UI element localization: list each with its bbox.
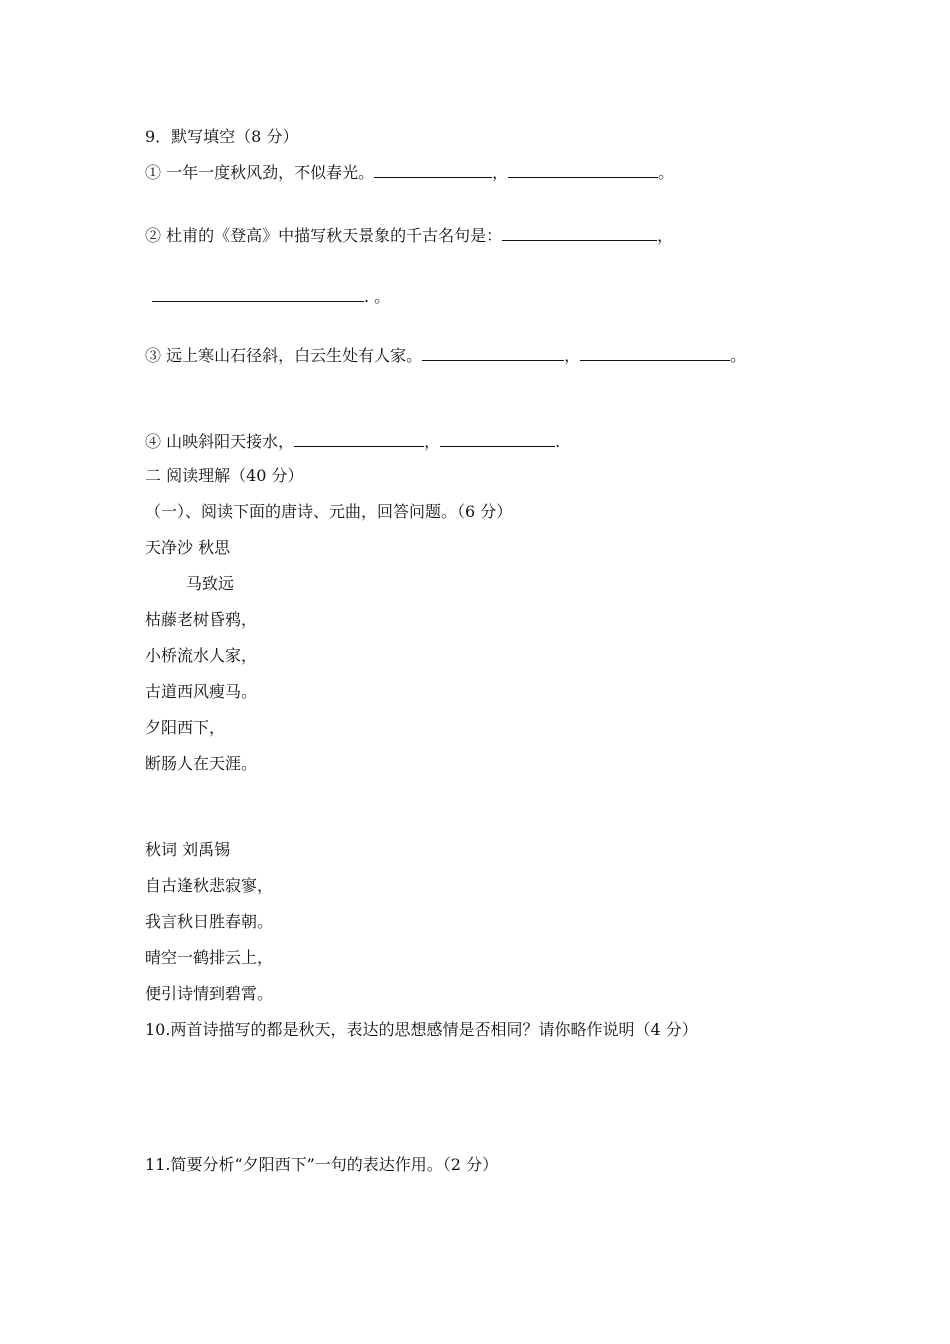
- poem-2-title: 秋词 刘禹锡: [145, 840, 231, 859]
- answer-blank[interactable]: [502, 226, 657, 241]
- end-mark: .: [555, 432, 561, 451]
- section-2-title: 二 阅读理解（40 分）: [145, 466, 304, 485]
- poem-2-line: 晴空一鹤排云上，: [145, 948, 274, 967]
- poem-1-author: 马致远: [186, 574, 235, 593]
- separator: ，: [657, 226, 674, 245]
- separator: ，: [424, 432, 441, 451]
- poem-1-line: 小桥流水人家，: [145, 646, 258, 665]
- answer-blank[interactable]: [422, 346, 564, 361]
- poem-2-line: 自古逢秋悲寂寥，: [145, 876, 274, 895]
- q9-item-2-cont: [152, 287, 390, 307]
- q9-item-2: [145, 226, 673, 246]
- end-mark: 。: [730, 346, 747, 365]
- answer-blank[interactable]: [374, 163, 492, 178]
- q9-item-4: [145, 432, 560, 452]
- q9-item-3: [145, 346, 746, 366]
- end-mark: 。: [658, 163, 675, 182]
- q9-item-1-prompt: ① 一年一度秋风劲，不似春光。: [145, 163, 375, 182]
- question-10: 10.两首诗描写的都是秋天，表达的思想感情是否相同？请你略作说明（4 分）: [145, 1020, 698, 1039]
- part-1-intro: （一）、阅读下面的唐诗、元曲，回答问题。（6 分）: [145, 502, 513, 521]
- answer-blank[interactable]: [294, 432, 424, 447]
- q9-item-2-prompt: ② 杜甫的《登高》中描写秋天景象的千古名句是：: [145, 226, 503, 245]
- poem-1-title: 天净沙 秋思: [145, 538, 231, 557]
- q9-item-1: [145, 163, 674, 183]
- answer-blank[interactable]: [152, 287, 364, 302]
- q9-item-4-prompt: ④ 山映斜阳天接水，: [145, 432, 295, 451]
- q9-item-3-prompt: ③ 远上寒山石径斜，白云生处有人家。: [145, 346, 423, 365]
- q9-title: 9．默写填空（8 分）: [145, 127, 299, 146]
- question-11: 11.简要分析“夕阳西下”一句的表达作用。（2 分）: [145, 1155, 499, 1174]
- answer-blank[interactable]: [440, 432, 555, 447]
- poem-1-line: 枯藤老树昏鸦，: [145, 610, 258, 629]
- answer-blank[interactable]: [508, 163, 658, 178]
- separator: ，: [564, 346, 581, 365]
- poem-1-line: 断肠人在天涯。: [145, 754, 258, 773]
- poem-2-line: 便引诗情到碧霄。: [145, 984, 274, 1003]
- end-mark: . 。: [364, 287, 391, 306]
- poem-1-line: 古道西风瘦马。: [145, 682, 258, 701]
- separator: ，: [492, 163, 509, 182]
- poem-1-line: 夕阳西下，: [145, 718, 226, 737]
- answer-blank[interactable]: [580, 346, 730, 361]
- poem-2-line: 我言秋日胜春朝。: [145, 912, 274, 931]
